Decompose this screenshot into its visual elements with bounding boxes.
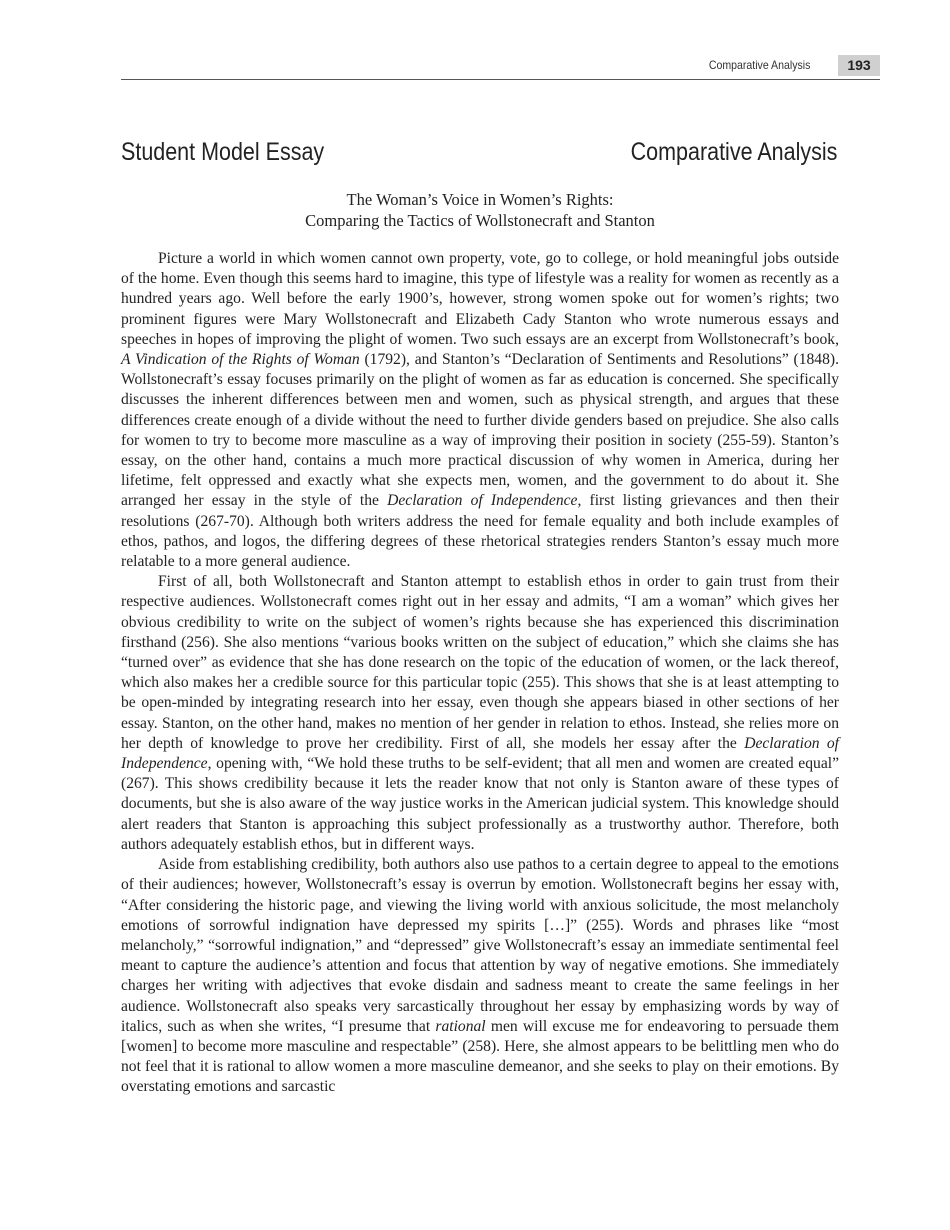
paragraph-text: Aside from establishing credibility, both authors also use pathos to a certain degree to appeal to the emotions of their audiences; however, Wollstonecraft’s essay is overrun by emotion. Wollstonecraft begins her essay with, “After considering the historic page, and viewing the living world with anxious solicitude, the most melancholy emotions of sorrowful indignation have depressed my spirits […]” (255). Words and phrases like “most melancholy,” “sorrowful indignation,” and “depressed” give Wollstonecraft’s essay an immediate sentimental feel meant to capture the audience’s attention and focus that attention by way of negative emotions. She immediately charges her writing with adjectives that evoke disdain and sadness meant to create the same feelings in her audience. Wollstonecraft also speaks very sarcastically throughout her essay by emphasizing words by way of italics, such as when she writes, “I presume that [121,856,839,1035]
italic-book-title: A Vindication of the Rights of Woman [121,351,360,369]
paragraph-text: (1792), and Stanton’s “Declaration of Sentiments and Resolutions” (1848). Wollstonecraft’s essay focuses primarily on the plight of women as far as education is concerned. She specifically discusses the inherent differences between men and women, such as physical strength, and argues that these differences create enough of a divide without the need to further divide genders based on prejudice. She also calls for women to try to become more masculine as a way of improving their position in society (255-59). Stanton’s essay, on the other hand, contains a much more practical discussion of why women in America, during her lifetime, felt oppressed and exactly what she expects men, women, and the government to do about it. She arranged her essay in the style of the [121,351,839,510]
paragraph-pathos [121,855,839,1097]
essay-title-line-2: Comparing the Tactics of Wollstonecraft and Stanton [305,211,655,230]
header-rule [121,79,880,80]
paragraph-text: Picture a world in which women cannot own property, vote, go to college, or hold meaningful jobs outside of the home. Even though this seems hard to imagine, this type of lifestyle was a reality for women as recently as a hundred years ago. Well before the early 1900’s, however, strong women spoke out for women’s rights; two prominent figures were Mary Wollstonecraft and Elizabeth Cady Stanton who wrote numerous essays and speeches in hopes of improving the plight of women. Two such essays are an excerpt from Wollstonecraft’s book, [121,250,839,348]
paragraph-introduction [121,249,839,572]
running-title: Comparative Analysis [708,58,810,72]
section-type: Comparative Analysis [630,138,837,166]
running-header [121,55,880,77]
paragraph-ethos [121,572,839,855]
italic-document-title: Declaration of Independence [121,734,839,773]
paragraph-text: men will excuse me for endeavoring to persuade them [women] to become more masculine and respectable” (258). Here, she almost appears to be belittling men who do not feel that it is rational to allow women a more masculine demeanor, and she seeks to play on their emotions. By overstating emotions and sarcastic [121,1017,839,1096]
paragraph-text: , first listing grievances and then their resolutions (267-70). Although both writers address the need for female equality and both include examples of ethos, pathos, and logos, the differing degrees of these rhetorical strategies renders Stanton’s essay much more relatable to a more general audience. [121,492,839,571]
essay-title-line-1: The Woman’s Voice in Women’s Rights: [346,190,614,209]
page-number: 193 [838,55,880,76]
italic-document-title: Declaration of Independence [387,492,578,510]
paragraph-text: , opening with, “We hold these truths to be self-evident; that all men and women are created equal” (267). This shows credibility because it lets the reader know that not only is Stanton aware of these types of documents, but she is also aware of the way justice works in the American judicial system. This knowledge should alert readers that Stanton is approaching this subject professionally as a trustworthy author. Therefore, both authors adequately establish ethos, but in different ways. [121,755,839,853]
italic-emphasis: rational [435,1017,486,1035]
essay-body [121,249,839,1098]
essay-title [121,189,839,231]
paragraph-text: First of all, both Wollstonecraft and Stanton attempt to establish ethos in order to gain trust from their respective audiences. Wollstonecraft comes right out in her essay and admits, “I am a woman” which gives her obvious credibility to write on the subject of women’s rights because she has experienced this discrimination firsthand (256). She also mentions “various books written on the subject of education,” which she claims she has “turned over” as evidence that she has done research on the topic of the education of women, or the lack thereof, which also makes her a credible source for this particular topic (255). This shows that she is at least attempting to be open-minded by integrating research into her essay, even though she appears biased in other sections of her essay. Stanton, on the other hand, makes no mention of her gender in relation to ethos. Instead, she relies more on her depth of knowledge to prove her credibility. First of all, she models her essay after the [121,573,839,752]
section-label: Student Model Essay [121,138,325,166]
